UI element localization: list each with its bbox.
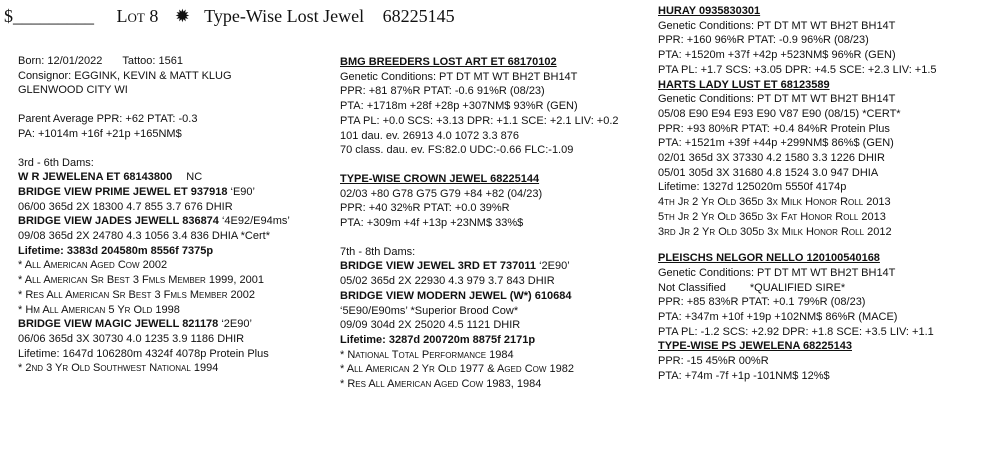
harts-record: 02/01 365d 3X 37330 4.2 1580 3.3 1226 DHIR xyxy=(658,152,885,165)
harts-lifetime: Lifetime: 1327d 125020m 5550f 4174p xyxy=(658,181,847,194)
dam-4: BRIDGE VIEW PRIME JEWEL ET 937918 ‘E90’ xyxy=(18,185,255,198)
harts-class: 05/08 E90 E94 E93 E90 V87 E90 (08/15) *CERT* xyxy=(658,107,901,120)
parent-average: Parent Average PPR: +62 PTAT: -0.3 xyxy=(18,113,198,126)
lot-number: Lot 8 xyxy=(116,6,159,26)
column-maternal xyxy=(658,4,937,384)
dam-ppr: PPR: +40 32%R PTAT: +0.0 39%R xyxy=(340,202,510,215)
dam-6-honor: * 2nd 3 Yr Old Southwest National 1994 xyxy=(18,362,219,375)
dam-3: W R JEWELENA ET 68143800 NC xyxy=(18,171,203,184)
harts-record: 05/01 305d 3X 31680 4.8 1524 3.0 947 DHIA xyxy=(658,166,879,179)
star-icon: ✹ xyxy=(174,6,190,26)
dam-5-honor: * All American Aged Cow 2002 xyxy=(18,259,168,272)
huray-genetic: Genetic Conditions: PT DT MT WT BH2T BH14T xyxy=(658,19,896,32)
dam-8-record: 09/09 304d 2X 25020 4.5 1121 DHIR xyxy=(340,319,521,332)
harts-name: HARTS LADY LUST ET 68123589 xyxy=(658,78,830,91)
sire-classified: 70 class. dau. ev. FS:82.0 UDC:-0.66 FLC:-1.09 xyxy=(340,144,574,157)
consignor: Consignor: EGGINK, KEVIN & MATT KLUG xyxy=(18,69,232,82)
huray-ppr: PPR: +160 96%R PTAT: -0.9 96%R (08/23) xyxy=(658,34,869,47)
dam-name: TYPE-WISE CROWN JEWEL 68225144 xyxy=(340,172,540,185)
dam-8-lifetime: Lifetime: 3287d 200720m 8875f 2171p xyxy=(340,333,536,346)
typewise-pta: PTA: +74m -7f +1p -101NM$ 12%$ xyxy=(658,369,830,382)
pleischs-class: Not Classified *QUALIFIED SIRE* xyxy=(658,281,846,294)
pleischs-pta-pl: PTA PL: -1.2 SCS: +2.92 DPR: +1.8 SCE: +3.5 LIV: +1.1 xyxy=(658,325,934,338)
harts-pta: PTA: +1521m +39f +44p +299NM$ 86%$ (GEN) xyxy=(658,137,894,150)
location: GLENWOOD CITY WI xyxy=(18,84,128,97)
sire-name: BMG BREEDERS LOST ART ET 68170102 xyxy=(340,56,557,68)
sire-ppr: PPR: +81 87%R PTAT: -0.6 91%R (08/23) xyxy=(340,85,545,98)
huray-pta: PTA: +1520m +37f +42p +523NM$ 96%R (GEN) xyxy=(658,49,896,62)
dam-8: BRIDGE VIEW MODERN JEWEL (W*) 610684 xyxy=(340,289,572,302)
dam-5-honor: * Res All American Sr Best 3 Fmls Member 2002 xyxy=(18,288,256,301)
pleischs-ppr: PPR: +85 83%R PTAT: +0.1 79%R (08/23) xyxy=(658,296,866,309)
dam-4-record: 06/00 365d 2X 18300 4.7 855 3.7 676 DHIR xyxy=(18,200,233,213)
dam-5: BRIDGE VIEW JADES JEWELL 836874 ‘4E92/E94ms’ xyxy=(18,215,290,228)
animal-name: Type-Wise Lost Jewel xyxy=(204,6,365,26)
dam-pta: PTA: +309m +4f +13p +23NM$ 33%$ xyxy=(340,217,524,230)
dams-heading: 3rd - 6th Dams: xyxy=(18,156,94,169)
harts-genetic: Genetic Conditions: PT DT MT WT BH2T BH14T xyxy=(658,93,896,106)
dam-7-record: 05/02 365d 2X 22930 4.3 979 3.7 843 DHIR xyxy=(340,275,555,288)
sire-pta-pl: PTA PL: +0.0 SCS: +3.13 DPR: +1.1 SCE: +2.1 LIV: +0.2 xyxy=(340,114,619,127)
typewise-name: TYPE-WISE PS JEWELENA 68225143 xyxy=(658,340,852,353)
harts-honor: 5th Jr 2 Yr Old 365d 3x Fat Honor Roll 2013 xyxy=(658,210,886,223)
dam-6-lifetime: Lifetime: 1647d 106280m 4324f 4078p Protein Plus xyxy=(18,347,269,360)
price-blank: $_________ xyxy=(4,6,94,26)
harts-honor: 4th Jr 2 Yr Old 365d 3x Milk Honor Roll 2013 xyxy=(658,196,891,209)
dam-8-honor: * All American 2 Yr Old 1977 & Aged Cow 1982 xyxy=(340,363,574,376)
sire-pta: PTA: +1718m +28f +28p +307NM$ 93%R (GEN) xyxy=(340,100,578,113)
dam-8-tag: ‘5E90/E90ms’ *Superior Brood Cow* xyxy=(340,304,519,317)
dam-8-honor: * Res All American Aged Cow 1983, 1984 xyxy=(340,378,542,391)
dam-5-honor: * Hm All American 5 Yr Old 1998 xyxy=(18,303,180,316)
pleischs-name: PLEISCHS NELGOR NELLO 120100540168 xyxy=(658,252,880,265)
dam-6-record: 06/06 365d 3X 30730 4.0 1235 3.9 1186 DHIR xyxy=(18,332,245,345)
dam-5-record: 09/08 365d 2X 24780 4.3 1056 3.4 836 DHIA *Cert* xyxy=(18,230,270,243)
pa-line: PA: +1014m +16f +21p +165NM$ xyxy=(18,127,182,140)
sire-genetic: Genetic Conditions: PT DT MT WT BH2T BH14T xyxy=(340,70,578,83)
registration-number: 68225145 xyxy=(382,6,455,26)
born-line: Born: 12/01/2022 Tattoo: 1561 xyxy=(18,55,183,67)
huray-name: HURAY 0935830301 xyxy=(658,5,761,17)
dam-record: 02/03 +80 G78 G75 G79 +84 +82 (04/23) xyxy=(340,187,543,200)
dam-5-honor: * All American Sr Best 3 Fmls Member 1999, 2001 xyxy=(18,274,264,287)
harts-honor: 3rd Jr 2 Yr Old 305d 3x Milk Honor Roll 2012 xyxy=(658,225,892,238)
dam-8-honor: * National Total Performance 1984 xyxy=(340,348,514,361)
dams-78-heading: 7th - 8th Dams: xyxy=(340,245,416,258)
typewise-ppr: PPR: -15 45%R 00%R xyxy=(658,355,769,368)
column-dam-info xyxy=(18,54,290,376)
column-sire-dam xyxy=(340,55,619,392)
lot-header xyxy=(4,6,455,27)
dam-7: BRIDGE VIEW JEWEL 3RD ET 737011 ‘2E90’ xyxy=(340,260,570,273)
pleischs-genetic: Genetic Conditions: PT DT MT WT BH2T BH14T xyxy=(658,266,896,279)
sire-daughters: 101 dau. ev. 26913 4.0 1072 3.3 876 xyxy=(340,129,520,142)
dam-6: BRIDGE VIEW MAGIC JEWELL 821178 ‘2E90’ xyxy=(18,318,252,331)
pleischs-pta: PTA: +347m +10f +19p +102NM$ 86%R (MACE) xyxy=(658,311,898,324)
huray-pta-pl: PTA PL: +1.7 SCS: +3.05 DPR: +4.5 SCE: +2.3 LIV: +1.5 xyxy=(658,63,937,76)
dam-5-lifetime: Lifetime: 3383d 204580m 8556f 7375p xyxy=(18,244,214,257)
harts-ppr: PPR: +93 80%R PTAT: +0.4 84%R Protein Plus xyxy=(658,122,890,135)
